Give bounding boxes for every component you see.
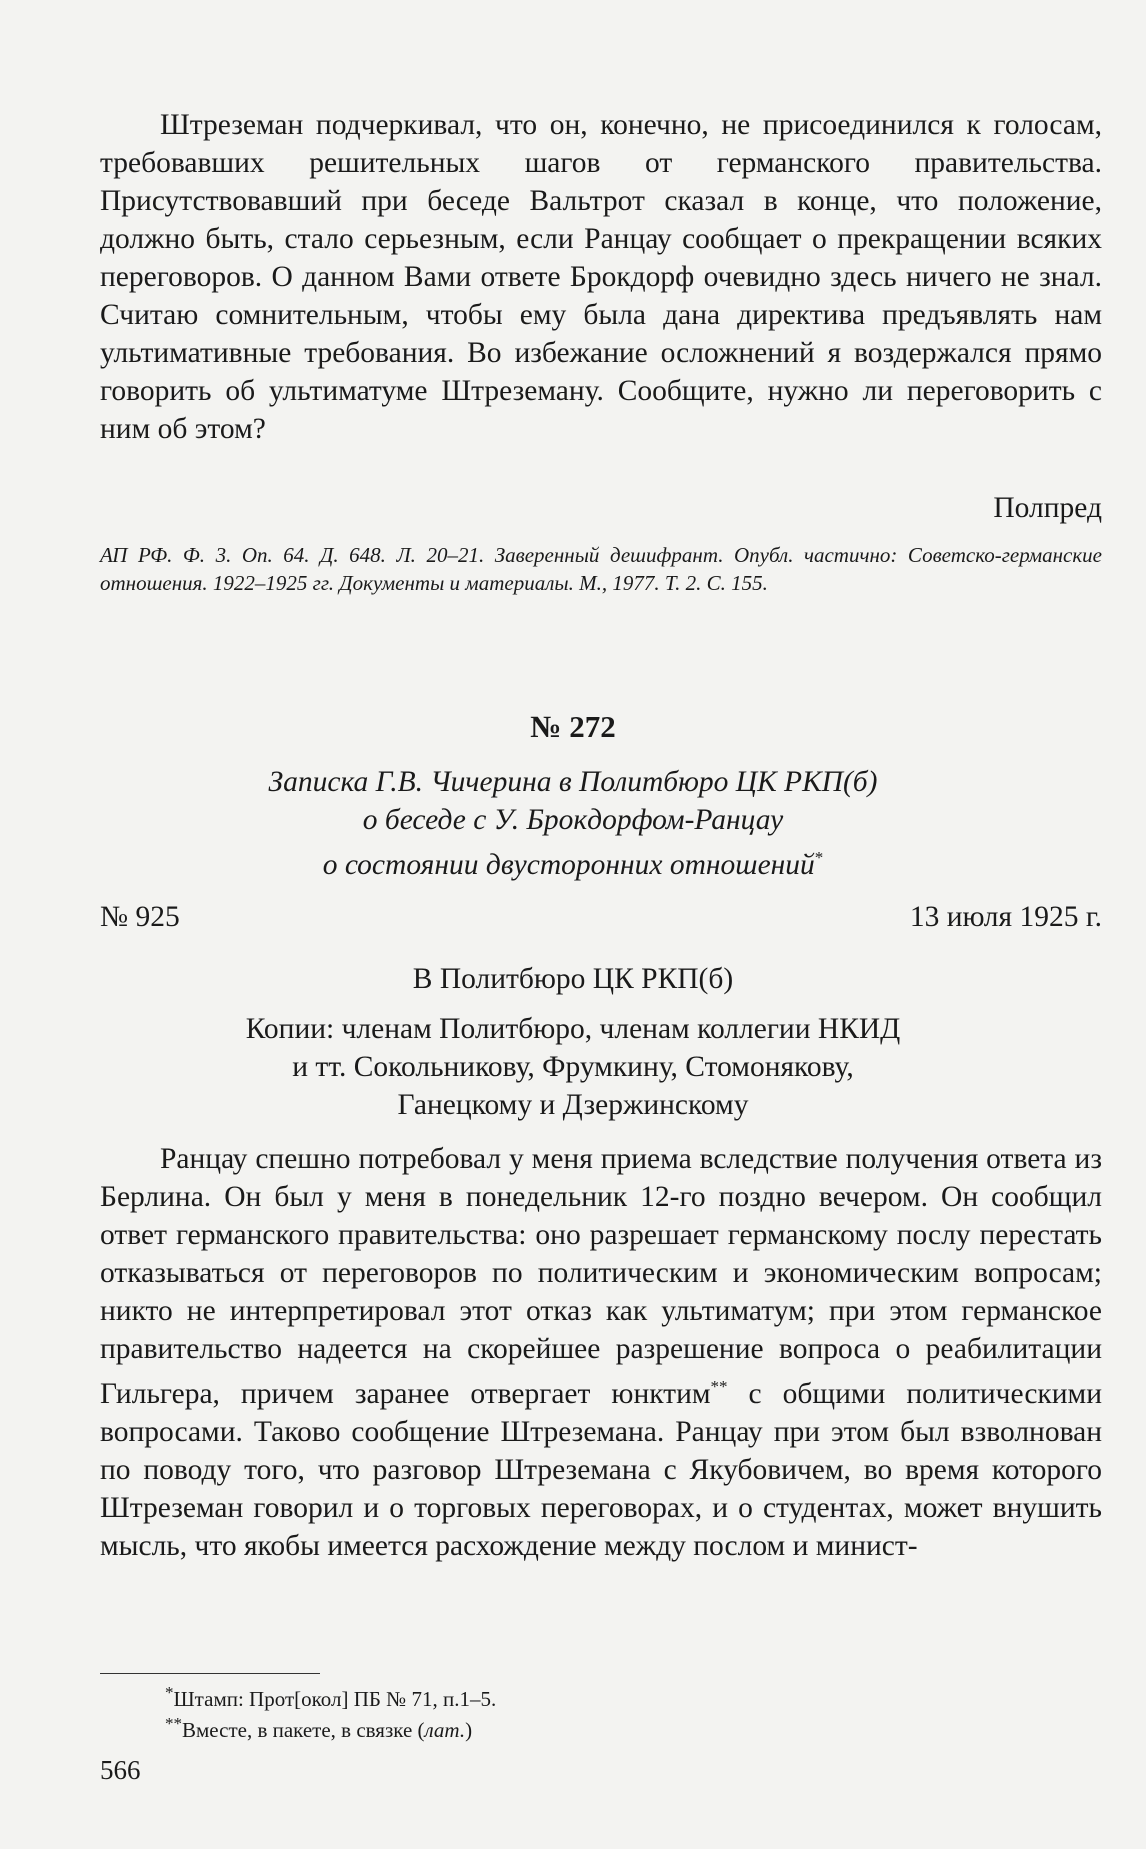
copies-line-2: и тт. Сокольникову, Фрумкину, Стомонякову, [292,1051,854,1083]
top-paragraph: Штреземан подчеркивал, что он, конечно, не присоединился к голосам, требовавших решительных шагов от германского правительства. Присутствовавший при беседе Вальтрот сказал в конце, что положение, должно быть, стало серьезным, если Ранцау сообщает о прекращении всяких переговоров. О данном Вами ответе Брокдорф очевидно здесь ничего не знал. Считаю сомнительным, чтобы ему была дана директива предъявлять нам ультимативные требования. Во избежание осложнений я воздержался прямо говорить об ультиматуме Штреземану. Сообщите, нужно ли переговорить с ним об этом? [100,109,1102,445]
document-number: № 272 [530,709,616,744]
title-line-2: о беседе с У. Брокдорфом-Ранцау [362,804,784,836]
copies-list [0,1010,1146,1124]
title-footnote-mark: * [814,848,824,867]
copies-line-3: Ганецкому и Дзержинскому [397,1089,749,1121]
archive-source-note: АП РФ. Ф. 3. Оп. 64. Д. 648. Л. 20–21. Заверенный дешифрант. Опубл. частично: Советско-германские отношения. 1922–1925 гг. Документы и материалы. М., 1977. Т. 2. С. 155. [100,543,1102,595]
document-title [0,763,1146,884]
copies-line-1: Копии: членам Политбюро, членам коллегии НКИД [245,1013,901,1045]
title-line-1: Записка Г.В. Чичерина в Политбюро ЦК РКП(б) [268,766,878,798]
page-number: 566 [100,1755,141,1785]
document-date: 13 июля 1925 г. [909,901,1102,933]
footnote-1: *Штамп: Прот[окол] ПБ № 71, п.1–5. [165,1683,497,1711]
addressee: В Политбюро ЦК РКП(б) [412,963,734,995]
title-line-3: о состоянии двусторонних отношений* [322,848,824,881]
main-footnote-mark: ** [710,1377,728,1396]
signature: Полпред [993,492,1102,524]
footnote-divider [100,1673,320,1674]
main-paragraph: Ранцау спешно потребовал у меня приема вследствие получения ответа из Берлина. Он был у меня в понедельник 12-го поздно вечером. Он сообщил ответ германского правительства: оно разрешает германскому послу перестать отказываться от переговоров по политическим и экономическим вопросам; никто не интерпретировал этот отказ как ультиматум; при этом германское правительство надеется на скорейшее разрешение вопроса о реабилитации Гильгера, причем заранее отвергает юнктим** с общими политическими вопросами. Таково сообщение Штреземана. Ранцау при этом был взволнован по поводу того, что разговор Штреземана с Якубовичем, во время которого Штреземан говорил и о торговых переговорах, и о студентах, может внушить мысль, что якобы имеется расхождение между послом и минист- [100,1143,1102,1562]
outgoing-number: № 925 [100,901,180,933]
footnote-2: **Вместе, в пакете, в связке (лат.) [165,1714,473,1742]
